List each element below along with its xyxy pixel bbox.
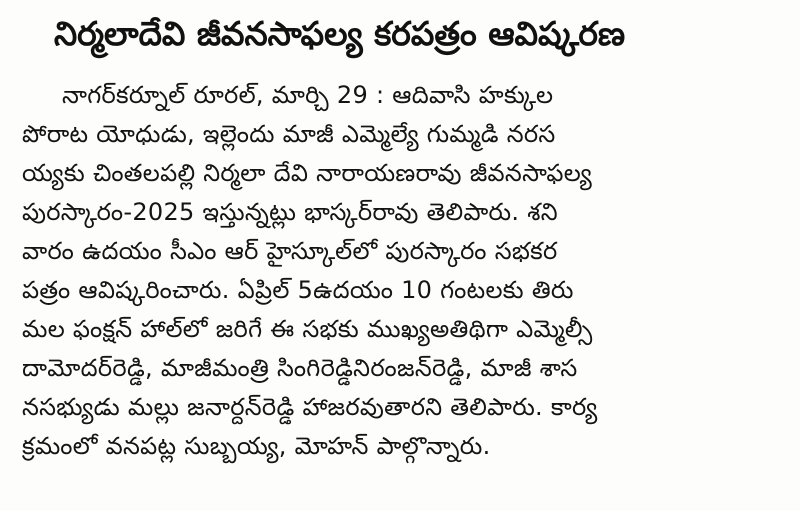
body-line: నసభ్యుడు మల్లు జనార్దన్‌రెడ్డి హాజరవుతారని తెలిపారు. కార్య [22,393,598,421]
body-line: క్రమంలో వనపట్ల సుబ్బయ్య, మోహన్ పాల్గొన్నారు. [22,432,491,460]
body-line: పోరాట యోధుడు, ఇల్లెందు మాజీ ఎమ్మెల్యే గుమ్మడి నరస [22,120,556,148]
previous-article-cut-text [120,0,720,6]
body-line: పురస్కారం-2025 ఇస్తున్నట్లు భాస్కర్‌రావు తెలిపారు. శని [22,198,558,226]
next-article-cut-headline [90,488,750,511]
body-line: య్యకు చింతలపల్లి నిర్మలా దేవి నారాయణరావు జీవనసాఫల్య [22,159,593,187]
body-line: దామోదర్‌రెడ్డి, మాజీమంత్రి సింగిరెడ్డినిరంజన్‌రెడ్డి, మాజీ శాస [22,354,578,382]
body-line: వారం ఉదయం సీఎం ఆర్ హైస్కూల్‌లో పురస్కారం సభకర [22,237,558,265]
body-line: మల ఫంక్షన్ హాల్‌లో జరిగే ఈ సభకు ముఖ్యఅతిథిగా ఎమ్మెల్సీ [22,315,593,343]
body-line: నాగర్‌కర్నూల్ రూరల్, మార్చి 29 : ఆదివాసి హక్కుల [62,81,554,109]
body-line: పత్రం ఆవిష్కరించారు. ఏప్రిల్ 5ఉదయం 10 గంటలకు తిరు [22,276,574,304]
article-headline: నిర్మలాదేవి జీవనసాఫల్య కరపత్రం ఆవిష్కరణ [54,14,626,53]
article-body [22,76,784,466]
